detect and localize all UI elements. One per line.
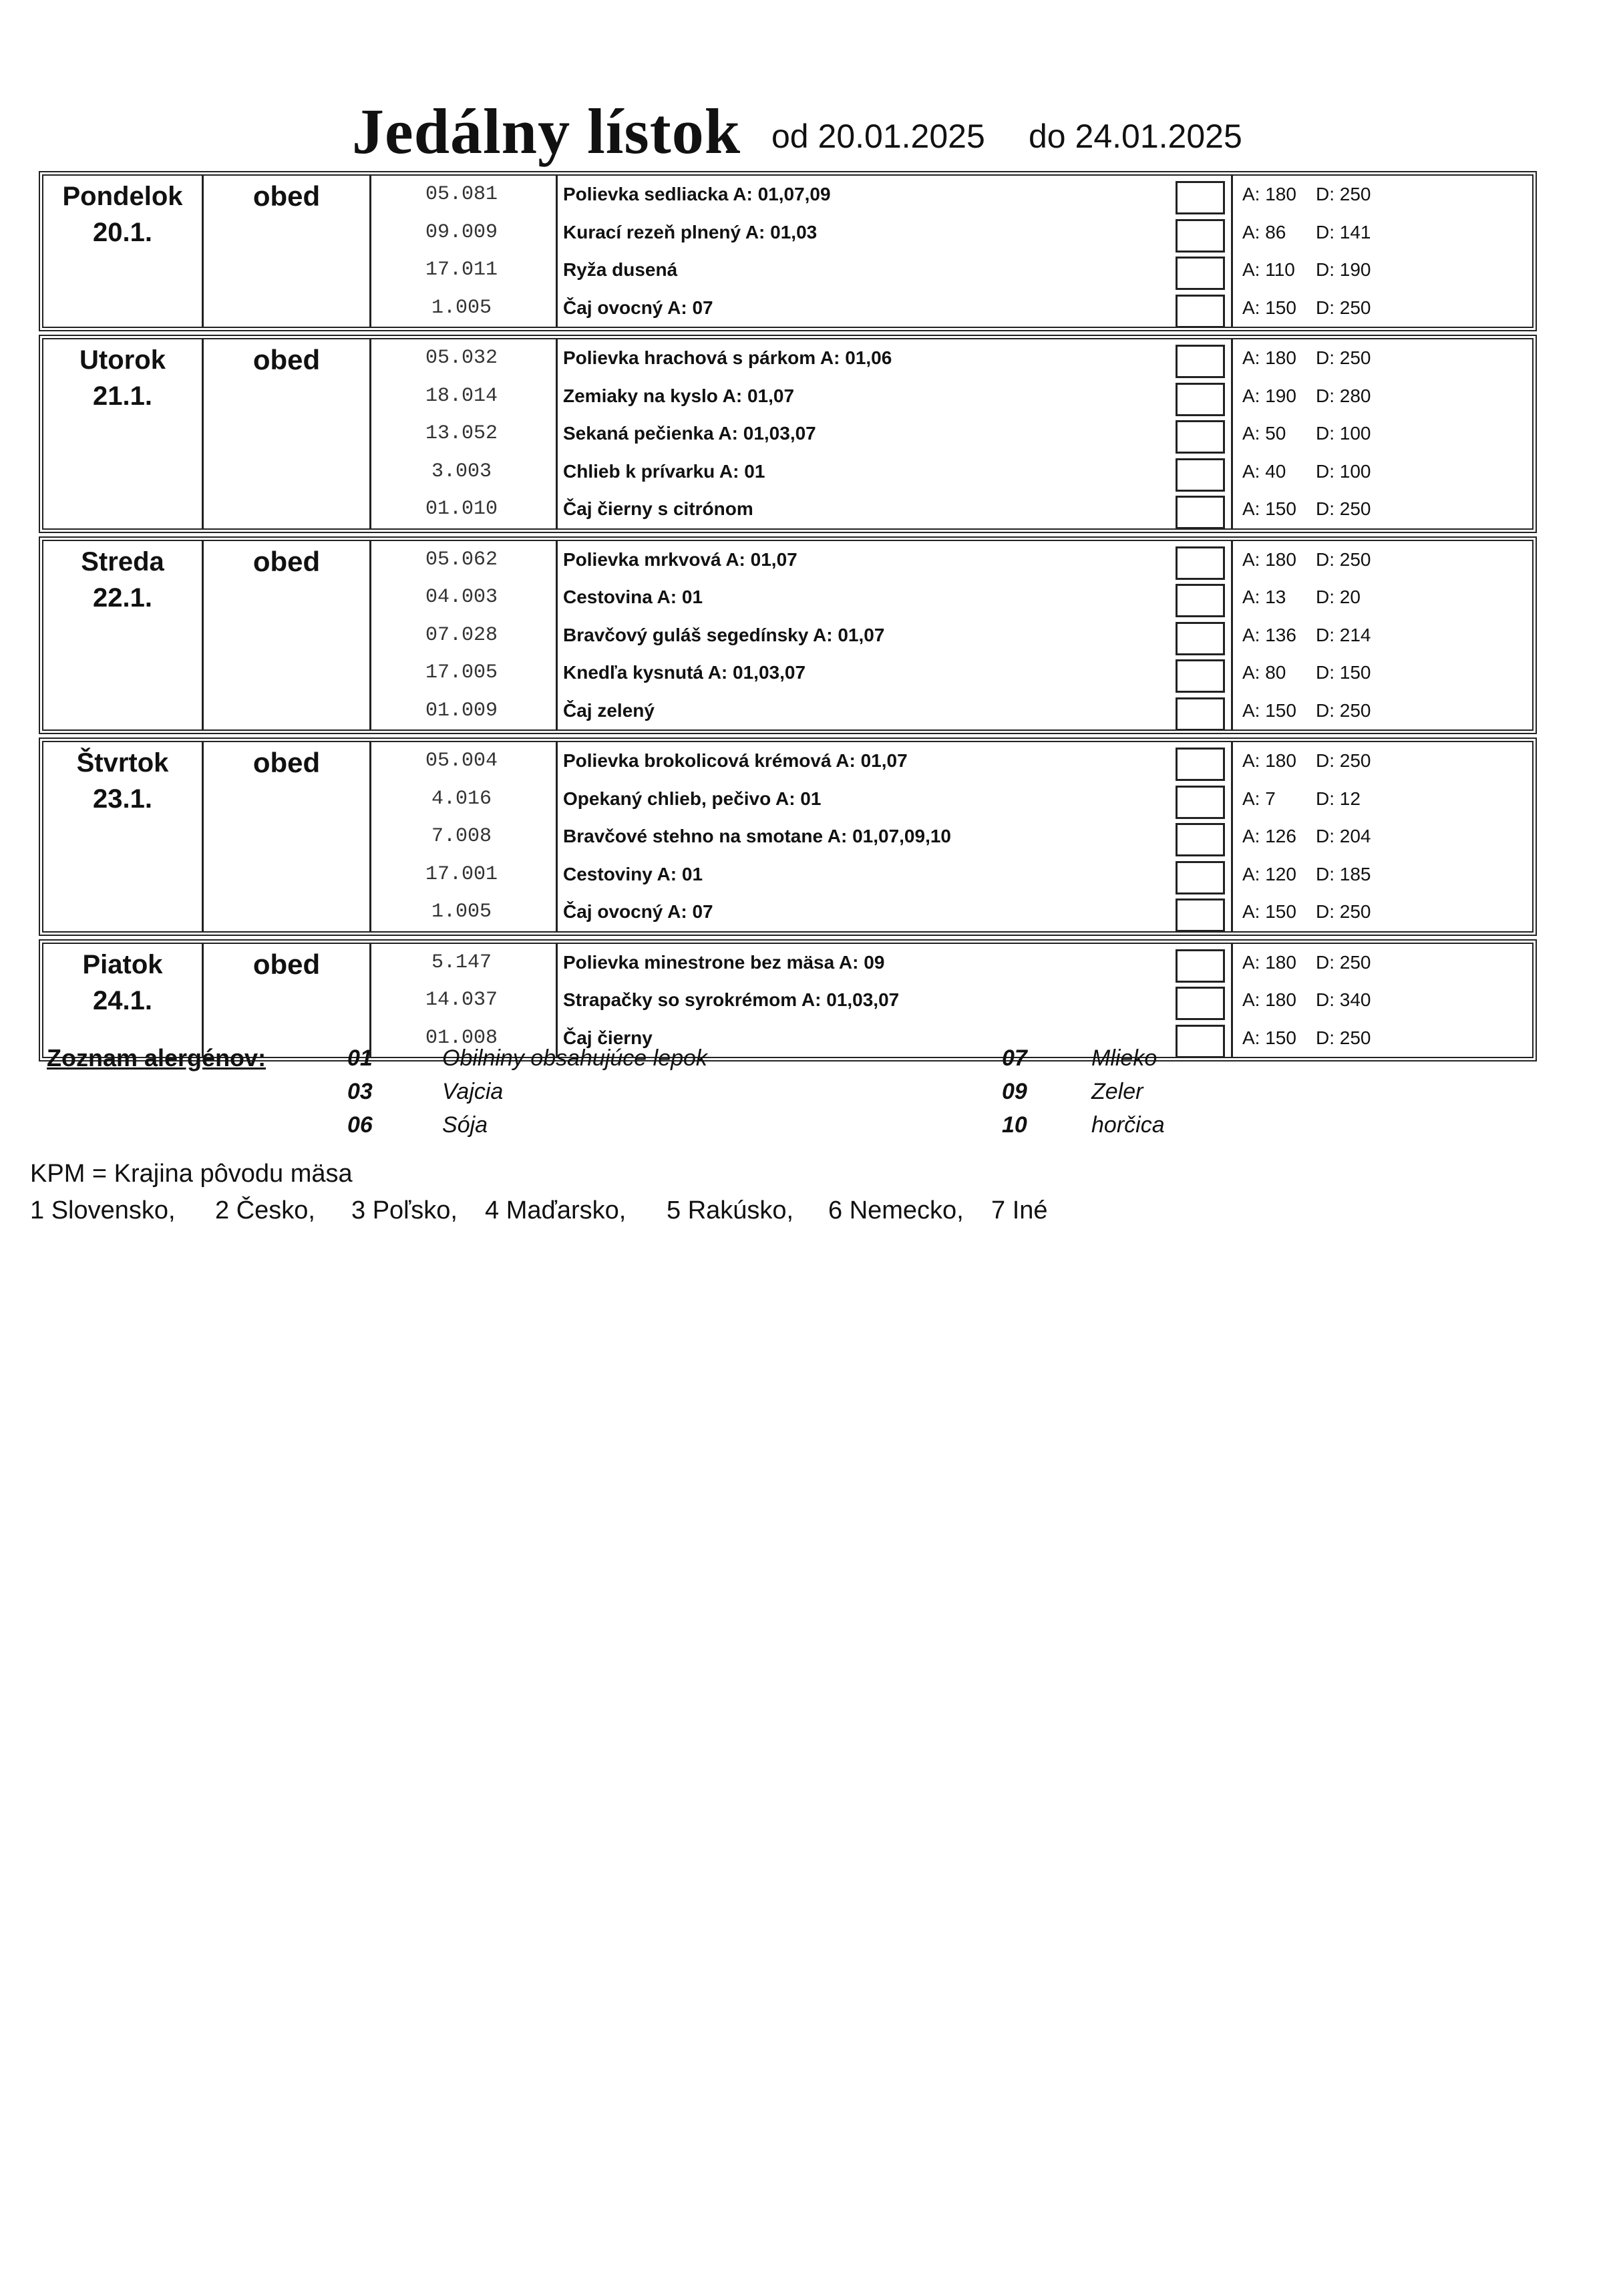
menu-item-row: [43, 214, 1532, 252]
menu-item-row: [43, 415, 1532, 453]
meal-type: obed: [252, 180, 321, 212]
day-name: Streda: [81, 546, 164, 577]
dish-name: Chlieb k prívarku A: 01: [556, 453, 1143, 491]
portion-sizes: [1242, 490, 1371, 528]
dish-code: 3.003: [431, 460, 492, 483]
day-name: Piatok: [82, 949, 163, 979]
portion-sizes: [1242, 176, 1371, 214]
order-checkbox[interactable]: [1176, 420, 1225, 454]
meal-type: obed: [252, 344, 321, 375]
menu-item-row: [43, 780, 1532, 818]
portion-child: D: 250: [1316, 699, 1371, 721]
day-block: [39, 737, 1537, 936]
portion-child: D: 150: [1316, 662, 1371, 683]
portion-sizes: [1242, 214, 1371, 252]
allergen-code: 03: [347, 1079, 373, 1104]
dish-name: Polievka brokolicová krémová A: 01,07: [556, 742, 1143, 780]
allergen-row: [0, 1076, 1609, 1109]
menu-item-row: [43, 339, 1532, 377]
order-checkbox[interactable]: [1176, 622, 1225, 655]
portion-sizes: [1242, 654, 1371, 692]
portion-sizes: [1242, 893, 1371, 931]
dish-code: 14.037: [425, 989, 498, 1011]
dish-name: Cestoviny A: 01: [556, 856, 1143, 894]
menu-item-row: [43, 818, 1532, 856]
dish-code: 17.011: [425, 259, 498, 281]
portion-child: D: 12: [1316, 788, 1361, 809]
portion-child: D: 190: [1316, 259, 1371, 280]
dish-name: Opekaný chlieb, pečivo A: 01: [556, 780, 1143, 818]
dish-code: 05.032: [425, 347, 498, 369]
portion-child: D: 250: [1316, 297, 1371, 318]
dish-name: Čaj zelený: [556, 692, 1143, 730]
portion-adult: A: 180: [1242, 750, 1296, 771]
portion-sizes: [1242, 251, 1371, 289]
dish-name: Knedľa kysnutá A: 01,03,07: [556, 654, 1143, 692]
portion-child: D: 250: [1316, 184, 1371, 204]
allergen-code: 01: [347, 1045, 373, 1071]
menu-item-row: [43, 490, 1532, 528]
menu-item-row: [43, 944, 1532, 982]
dish-name: Ryža dusená: [556, 251, 1143, 289]
order-checkbox[interactable]: [1176, 219, 1225, 253]
portion-adult: A: 180: [1242, 989, 1296, 1010]
day-name: Štvrtok: [76, 748, 169, 778]
portion-sizes: [1242, 617, 1371, 655]
order-checkbox[interactable]: [1176, 898, 1225, 932]
portion-child: D: 340: [1316, 989, 1371, 1010]
dish-name: Zemiaky na kyslo A: 01,07: [556, 377, 1143, 416]
menu-item-row: [43, 377, 1532, 416]
order-checkbox[interactable]: [1176, 257, 1225, 290]
order-checkbox[interactable]: [1176, 458, 1225, 492]
day-date: 20.1.: [93, 218, 152, 247]
menu-item-row: [43, 742, 1532, 780]
dish-code: 4.016: [431, 787, 492, 810]
portion-child: D: 250: [1316, 750, 1371, 771]
portion-child: D: 250: [1316, 347, 1371, 368]
portion-adult: A: 50: [1242, 423, 1286, 444]
allergen-name: Mlieko: [1091, 1045, 1157, 1071]
day-name: Utorok: [79, 345, 166, 375]
portion-adult: A: 7: [1242, 788, 1276, 809]
meal-type: obed: [252, 747, 321, 778]
dish-code: 17.005: [425, 661, 498, 684]
order-checkbox[interactable]: [1176, 748, 1225, 781]
portion-child: D: 185: [1316, 863, 1371, 884]
allergen-row: [0, 1042, 1609, 1076]
portion-child: D: 214: [1316, 624, 1371, 645]
dish-name: Kurací rezeň plnený A: 01,03: [556, 214, 1143, 252]
order-checkbox[interactable]: [1176, 584, 1225, 617]
day-name: Pondelok: [62, 182, 183, 211]
portion-adult: A: 110: [1242, 259, 1295, 280]
portion-adult: A: 40: [1242, 460, 1286, 482]
portion-child: D: 100: [1316, 460, 1371, 482]
allergen-name: Sója: [442, 1112, 488, 1138]
menu-table: [39, 171, 1537, 1065]
portion-sizes: [1242, 944, 1371, 982]
portion-child: D: 204: [1316, 826, 1371, 846]
portion-child: D: 250: [1316, 548, 1371, 570]
allergen-list-title: Zoznam alergénov:: [47, 1044, 266, 1072]
portion-child: D: 141: [1316, 221, 1371, 242]
portion-sizes: [1242, 818, 1371, 856]
country-item: 4 Maďarsko,: [485, 1196, 627, 1224]
dish-code: 01.008: [425, 1026, 498, 1049]
portion-sizes: [1242, 780, 1361, 818]
portion-adult: A: 150: [1242, 901, 1296, 922]
portion-adult: A: 13: [1242, 587, 1286, 607]
menu-item-row: [43, 176, 1532, 214]
dish-name: Čaj čierny s citrónom: [556, 490, 1143, 528]
dish-code: 05.081: [425, 183, 498, 206]
portion-adult: A: 150: [1242, 297, 1296, 318]
day-date: 21.1.: [93, 381, 152, 411]
order-checkbox[interactable]: [1176, 496, 1225, 529]
portion-adult: A: 80: [1242, 662, 1286, 683]
allergen-name: Zeler: [1091, 1079, 1143, 1104]
portion-child: D: 250: [1316, 1027, 1371, 1048]
page-title: Jedálny lístok: [352, 96, 741, 167]
dish-name: Polievka hrachová s párkom A: 01,06: [556, 339, 1143, 377]
portion-sizes: [1242, 377, 1371, 416]
dish-name: Cestovina A: 01: [556, 579, 1143, 617]
dish-name: Polievka minestrone bez mäsa A: 09: [556, 944, 1143, 982]
dish-code: 09.009: [425, 220, 498, 244]
order-checkbox[interactable]: [1176, 345, 1225, 378]
dish-code: 07.028: [425, 623, 498, 647]
order-checkbox[interactable]: [1176, 659, 1225, 693]
country-item: 3 Poľsko,: [351, 1196, 458, 1224]
order-checkbox[interactable]: [1176, 697, 1225, 731]
dish-name: Čaj ovocný A: 07: [556, 893, 1143, 931]
menu-item-row: [43, 289, 1532, 327]
meal-type: obed: [252, 545, 321, 577]
dish-name: Polievka sedliacka A: 01,07,09: [556, 176, 1143, 214]
allergen-row: [0, 1109, 1609, 1142]
country-item: 6 Nemecko,: [828, 1196, 964, 1224]
menu-item-row: [43, 893, 1532, 931]
country-item: 1 Slovensko,: [30, 1196, 176, 1224]
page-header: [0, 95, 1609, 168]
dish-code: 04.003: [425, 586, 498, 609]
dish-code: 05.004: [425, 750, 498, 772]
menu-item-row: [43, 453, 1532, 491]
dish-name: Čaj čierny: [556, 1019, 1143, 1057]
dish-name: Strapačky so syrokrémom A: 01,03,07: [556, 981, 1143, 1019]
dish-name: Sekaná pečienka A: 01,03,07: [556, 415, 1143, 453]
portion-sizes: [1242, 453, 1371, 491]
allergen-code: 07: [1002, 1045, 1027, 1071]
day-block: [39, 335, 1537, 533]
kpm-legend: KPM = Krajina pôvodu mäsa: [30, 1160, 353, 1188]
order-checkbox[interactable]: [1176, 823, 1225, 856]
dish-code: 13.052: [425, 422, 498, 445]
allergen-name: Obilniny obsahujúce lepok: [442, 1045, 707, 1071]
dish-code: 1.005: [431, 296, 492, 319]
portion-adult: A: 120: [1242, 863, 1296, 884]
portion-sizes: [1242, 856, 1371, 894]
portion-adult: A: 150: [1242, 498, 1296, 519]
dish-code: 5.147: [431, 951, 492, 974]
dish-name: Bravčový guláš segedínsky A: 01,07: [556, 617, 1143, 655]
meal-type: obed: [252, 948, 321, 980]
menu-item-row: [43, 981, 1532, 1019]
portion-child: D: 280: [1316, 385, 1371, 406]
portion-adult: A: 180: [1242, 548, 1296, 570]
portion-adult: A: 150: [1242, 699, 1296, 721]
portion-sizes: [1242, 541, 1371, 579]
order-checkbox[interactable]: [1176, 949, 1225, 983]
day-date: 24.1.: [93, 985, 152, 1015]
menu-item-row: [43, 654, 1532, 692]
portion-adult: A: 126: [1242, 826, 1296, 846]
dish-name: Polievka mrkvová A: 01,07: [556, 541, 1143, 579]
allergen-code: 10: [1002, 1112, 1027, 1138]
allergen-code: 06: [347, 1112, 373, 1138]
portion-child: D: 250: [1316, 498, 1371, 519]
allergen-code: 09: [1002, 1079, 1027, 1104]
menu-item-row: [43, 692, 1532, 730]
portion-sizes: [1242, 579, 1361, 617]
dish-name: Bravčové stehno na smotane A: 01,07,09,10: [556, 818, 1143, 856]
menu-item-row: [43, 251, 1532, 289]
order-checkbox[interactable]: [1176, 546, 1225, 580]
menu-item-row: [43, 617, 1532, 655]
date-from: od 20.01.2025: [771, 118, 985, 155]
portion-adult: A: 180: [1242, 347, 1296, 368]
allergen-list: [0, 1042, 1609, 1149]
portion-adult: A: 180: [1242, 184, 1296, 204]
portion-child: D: 250: [1316, 901, 1371, 922]
order-checkbox[interactable]: [1176, 383, 1225, 416]
dish-code: 18.014: [425, 384, 498, 407]
portion-child: D: 250: [1316, 951, 1371, 973]
allergen-name: horčica: [1091, 1112, 1165, 1138]
dish-code: 1.005: [431, 900, 492, 923]
portion-sizes: [1242, 981, 1371, 1019]
dish-code: 05.062: [425, 548, 498, 571]
menu-item-row: [43, 856, 1532, 894]
portion-sizes: [1242, 415, 1371, 453]
portion-child: D: 100: [1316, 423, 1371, 444]
order-checkbox[interactable]: [1176, 861, 1225, 894]
order-checkbox[interactable]: [1176, 786, 1225, 819]
dish-code: 01.009: [425, 699, 498, 722]
order-checkbox[interactable]: [1176, 181, 1225, 214]
day-date: 23.1.: [93, 784, 152, 814]
allergen-name: Vajcia: [442, 1079, 504, 1104]
menu-item-row: [43, 541, 1532, 579]
order-checkbox[interactable]: [1176, 295, 1225, 328]
dish-code: 01.010: [425, 498, 498, 520]
country-list: [0, 1192, 1609, 1230]
portion-adult: A: 150: [1242, 1027, 1296, 1048]
day-block: [39, 171, 1537, 331]
portion-child: D: 20: [1316, 587, 1361, 607]
country-item: 7 Iné: [991, 1196, 1048, 1224]
dish-name: Čaj ovocný A: 07: [556, 289, 1143, 327]
country-item: 5 Rakúsko,: [667, 1196, 794, 1224]
portion-sizes: [1242, 289, 1371, 327]
date-to: do 24.01.2025: [1029, 118, 1242, 155]
day-block: [39, 536, 1537, 735]
portion-sizes: [1242, 742, 1371, 780]
portion-adult: A: 180: [1242, 951, 1296, 973]
portion-sizes: [1242, 692, 1371, 730]
dish-code: 7.008: [431, 825, 492, 848]
portion-sizes: [1242, 339, 1371, 377]
portion-adult: A: 136: [1242, 624, 1296, 645]
dish-code: 17.001: [425, 862, 498, 886]
portion-adult: A: 190: [1242, 385, 1296, 406]
menu-item-row: [43, 579, 1532, 617]
order-checkbox[interactable]: [1176, 987, 1225, 1020]
day-date: 22.1.: [93, 583, 152, 613]
country-item: 2 Česko,: [215, 1196, 315, 1224]
portion-adult: A: 86: [1242, 221, 1286, 242]
